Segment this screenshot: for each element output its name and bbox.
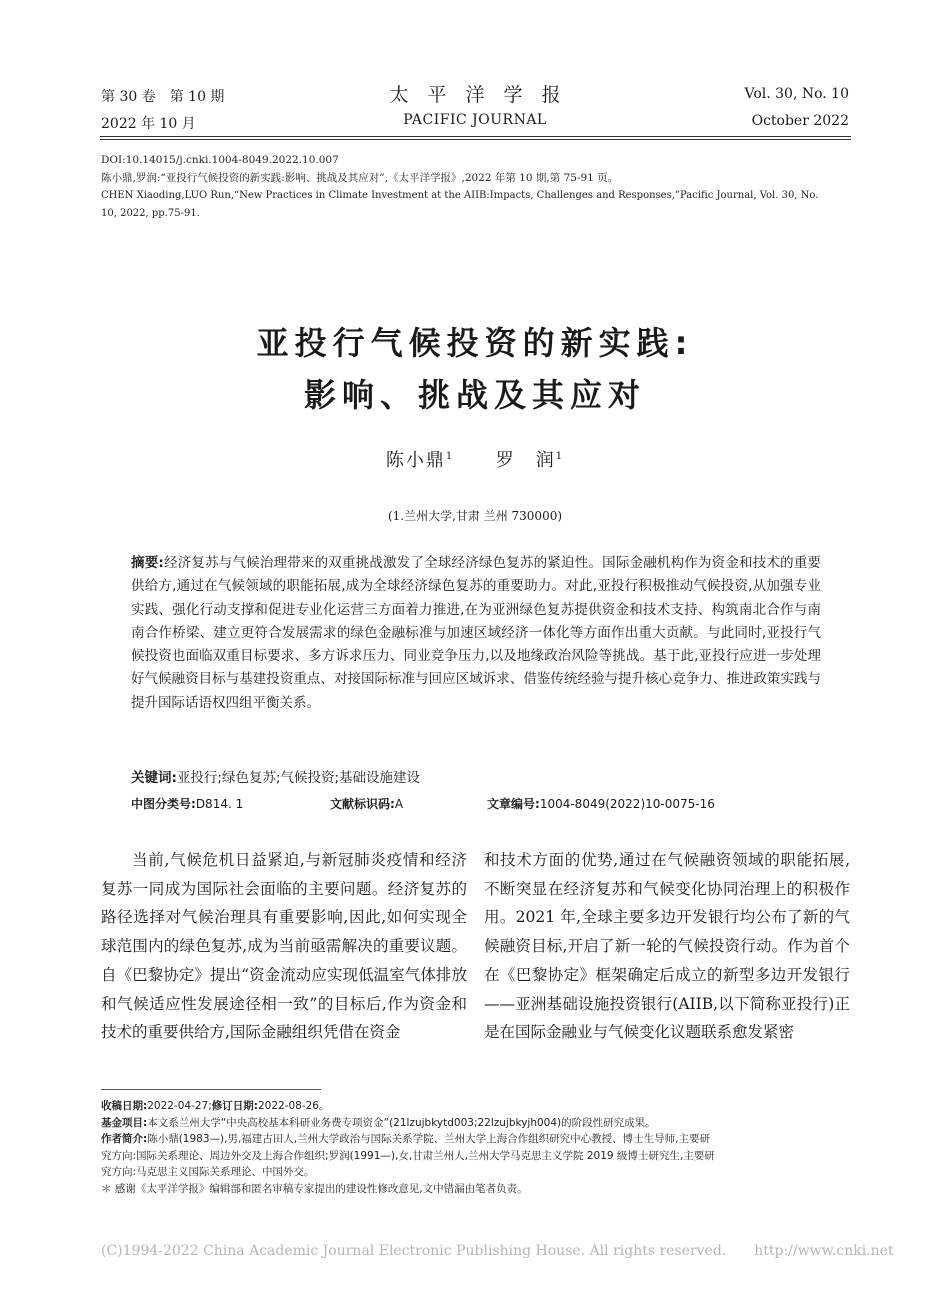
author-line [0, 446, 950, 472]
author-bio-line1: 陈小鼎(1983—),男,福建古田人,兰州大学政治与国际关系学院、兰州大学上海合作组织研究中心教授、博士生导师,主要研 [147, 1133, 710, 1145]
clc-number [131, 795, 243, 812]
author-bio-line3: 究方向:马克思主义国际关系理论、中国外交。 [101, 1166, 315, 1178]
article-number-value: 1004-8049(2022)10-0075-16 [539, 797, 715, 811]
author-2-affil-mark: 1 [555, 451, 565, 462]
received-label: 收稿日期: [101, 1100, 148, 1112]
document-code [330, 795, 403, 812]
abstract-text: 经济复苏与气候治理带来的双重挑战激发了全球经济绿色复苏的紧迫性。国际金融机构作为资金和技术的重要供给方,通过在气候领域的职能拓展,成为全球经济绿色复苏的重要助力。对此,亚投行积极推动气候投资,从加强专业实践、强化行动支撑和促进专业化运营三方面着力推进,在为亚洲绿色复苏提供资金和技术支持、构筑南北合作与南南合作桥梁、建立更符合发展需求的绿色金融标准与加速区域经济一体化等方面作出重大贡献。与此同时,亚投行气候投资也面临双重目标要求、多方诉求压力、同业竞争压力,以及地缘政治风险等挑战。基于此,亚投行应进一步处理好气候融资目标与基建投资重点、对接国际标准与回应区域诉求、借鉴传统经验与提升核心竞争力、推进政策实践与提升国际话语权四组平衡关系。 [131, 555, 822, 711]
fund-text: 本文系兰州大学“中央高校基本科研业务费专项资金”(21lzujbkytd003;22lzujbkyjh004)的阶段性研究成果。 [147, 1116, 656, 1129]
author-bio-label: 作者简介: [101, 1133, 148, 1145]
article-number-label: 文章编号: [487, 797, 540, 811]
volume-issue-en: Vol. 30, No. 10 [744, 86, 849, 102]
footnote-author-bio [101, 1131, 851, 1181]
doi: DOI:10.14015/j.cnki.1004-8049.2022.10.007 [101, 154, 339, 166]
footnote-fund [101, 1115, 851, 1132]
document-code-label: 文献标识码: [330, 797, 395, 811]
body-paragraph-right: 和技术方面的优势,通过在气候融资领域的职能拓展,不断突显在经济复苏和气候变化协同治理上的积极作用。2021 年,全球主要多边开发银行均公布了新的气候融资目标,开启了新一轮的气候投资行动。作为首个在《巴黎协定》框架确定后成立的新型多边开发银行——亚洲基础设施投资银行(AIIB,以下简称亚投行)正是在国际金融业与气候变化议题联系愈发紧密 [484, 851, 850, 1042]
header-rule-top [100, 136, 851, 137]
fund-label: 基金项目: [101, 1116, 148, 1129]
affiliation: (1.兰州大学,甘肃 兰州 730000) [387, 509, 563, 523]
revised-label: 修订日期: [211, 1100, 258, 1112]
body-column-left [101, 846, 467, 1047]
author-2: 罗 润 [495, 450, 556, 471]
footnotes [101, 1098, 851, 1197]
volume-issue: 第 30 卷 第 10 期 [101, 89, 225, 105]
copyright-notice: (C)1994-2022 China Academic Journal Electronic Publishing House. All rights reserved. http://www.cnki.net [101, 1243, 894, 1259]
citation-block [101, 151, 851, 223]
article-number [487, 795, 715, 812]
issue-date-en: October 2022 [751, 113, 849, 129]
abstract [131, 552, 821, 715]
article-title-line1: 亚投行气候投资的新实践: [256, 324, 694, 362]
abstract-label: 摘要: [131, 555, 164, 571]
clc-value: D814. 1 [195, 797, 244, 811]
revised-date: 2022-08-26。 [257, 1100, 330, 1112]
article-title-line2: 影响、挑战及其应对 [303, 376, 646, 414]
footnote-rule [101, 1089, 321, 1090]
journal-title-en: PACIFIC JOURNAL [403, 112, 547, 128]
body-paragraph-left: 当前,气候危机日益紧迫,与新冠肺炎疫情和经济复苏一同成为国际社会面临的主要问题。经济复苏的路径选择对气候治理具有重要影响,因此,如何实现全球范围内的绿色复苏,成为当前亟需解决的重要议题。自《巴黎协定》提出“资金流动应实现低温室气体排放和气候适应性发展途径相一致”的目标后,作为资金和技术的重要供给方,国际金融组织凭借在资金 [101, 851, 467, 1042]
body-column-right [484, 846, 850, 1047]
keywords-text: 亚投行;绿色复苏;气候投资;基础设施建设 [176, 770, 421, 786]
header-rule-bottom [100, 139, 851, 140]
footnote-thanks: ＊ 感谢《太平洋学报》编辑部和匿名审稿专家提出的建设性修改意见,文中错漏由笔者负责。 [101, 1182, 528, 1195]
keywords [131, 766, 821, 786]
footnote-dates [101, 1098, 851, 1115]
journal-title-cn: 太 平 洋 学 报 [389, 84, 561, 106]
citation-cn: 陈小鼎,罗润:“亚投行气候投资的新实践:影响、挑战及其应对”,《太平洋学报》,2022 年第 10 期,第 75-91 页。 [101, 172, 619, 184]
citation-en-line2: 10, 2022, pp.75-91. [101, 208, 200, 219]
author-1-affil-mark: 1 [445, 451, 455, 462]
document-code-value: A [394, 797, 404, 811]
issue-date-cn: 2022 年 10 月 [101, 116, 196, 132]
author-bio-line2: 究方向:国际关系理论、周边外交及上海合作组织;罗润(1991—),女,甘肃兰州人,兰州大学马克思主义学院 2019 级博士研究生,主要研 [101, 1149, 715, 1162]
keywords-label: 关键词: [131, 770, 177, 786]
author-1: 陈小鼎 [385, 450, 446, 471]
received-date: 2022-04-27; [147, 1100, 212, 1112]
clc-label: 中图分类号: [131, 797, 196, 811]
citation-en-line1: CHEN Xiaoding,LUO Run,“New Practices in Climate Investment at the AIIB:Impacts, Challenges and Responses,”Pacific Journal, Vol. 30, No. [101, 190, 819, 201]
